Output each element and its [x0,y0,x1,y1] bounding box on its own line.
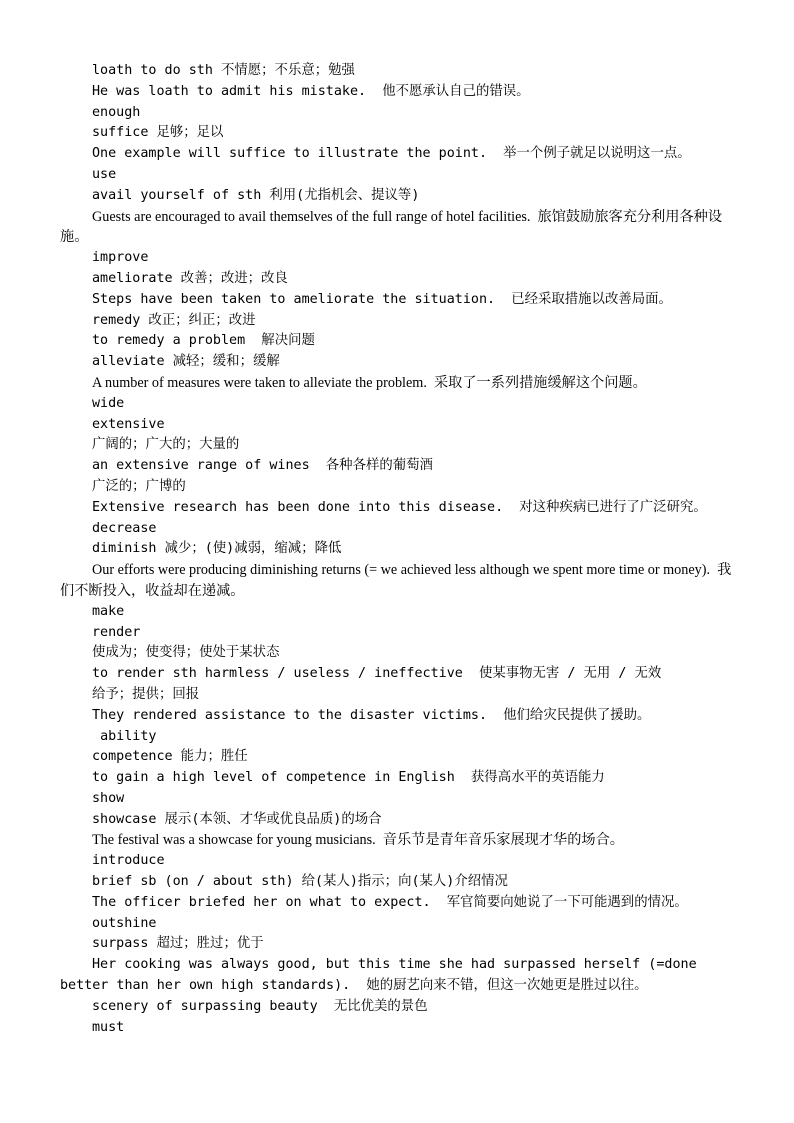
text-line: He was loath to admit his mistake. 他不愿承认自己的错误。 [92,83,530,99]
text-line: alleviate 减轻；缓和；缓解 [92,354,280,370]
text-line: make [92,603,125,619]
text-line: The officer briefed her on what to expect. 军官简要向她说了一下可能遇到的情况。 [92,894,688,910]
text-line: The festival was a showcase for young musicians. 音乐节是青年音乐家展现才华的场合。 [92,832,624,849]
text-line: to remedy a problem 解决问题 [92,333,315,349]
text-line: Our efforts were producing diminishing returns (= we achieved less although we spent more time or money). 我们不断投入，收益却在递减。 [60,562,732,599]
text-line: ameliorate 改善；改进；改良 [92,270,288,286]
text-line: suffice 足够；足以 [92,125,224,141]
text-line: render [92,624,141,640]
text-line: introduce [92,853,165,869]
text-line: Guests are encouraged to avail themselves of the full range of hotel facilities. 旅馆鼓励旅客充分利用各种设施。 [60,208,723,246]
text-line: to gain a high level of competence in English 获得高水平的英语能力 [92,770,605,786]
text-line: outshine [92,915,157,931]
text-line: 给予；提供；回报 [92,686,200,702]
text-line: They rendered assistance to the disaster victims. 他们给灾民提供了援助。 [92,707,651,723]
text-line: to render sth harmless / useless / ineffective 使某事物无害 / 无用 / 无效 [92,666,662,682]
text-line: brief sb (on / about sth) 给(某人)指示；向(某人)介绍情况 [92,874,508,890]
text-line: competence 能力；胜任 [92,749,248,765]
text-line: Extensive research has been done into this disease. 对这种疾病已进行了广泛研究。 [92,499,707,515]
text-line: Steps have been taken to ameliorate the situation. 已经采取措施以改善局面。 [92,291,672,307]
text-line: surpass 超过；胜过；优于 [92,936,264,952]
text-line: A number of measures were taken to alleviate the problem. 采取了一系列措施缓解这个问题。 [92,374,647,391]
text-line: remedy 改正；纠正；改进 [92,312,256,328]
text-line: show [92,790,125,806]
text-line: improve [92,250,149,266]
text-line: must [92,1019,125,1035]
text-line: an extensive range of wines 各种各样的葡萄酒 [92,458,433,474]
text-line: enough [92,104,141,120]
text-line: diminish 减少；(使)减弱，缩减；降低 [92,541,342,557]
text-line: 使成为；使变得；使处于某状态 [92,645,280,661]
text-line: One example will suffice to illustrate the point. 举一个例子就足以说明这一点。 [92,146,691,162]
text-line: decrease [92,520,157,536]
text-line: scenery of surpassing beauty 无比优美的景色 [92,998,428,1014]
text-line: showcase 展示(本领、才华或优良品质)的场合 [92,811,382,827]
document-body [60,61,734,1038]
text-line: 广泛的；广博的 [92,478,186,494]
text-line: avail yourself of sth 利用(尤指机会、提议等) [92,187,420,203]
text-line: extensive [92,416,165,432]
text-line: ability [92,728,157,744]
text-line: loath to do sth 不情愿；不乐意；勉强 [92,63,355,78]
text-line: use [92,166,117,182]
text-line: Her cooking was always good, but this time she had surpassed herself (=done better than her own high standards). 她的厨艺向来不错，但这一次她更是胜过以往。 [60,957,705,994]
text-line: 广阔的；广大的；大量的 [92,437,240,453]
text-line: wide [92,395,125,411]
